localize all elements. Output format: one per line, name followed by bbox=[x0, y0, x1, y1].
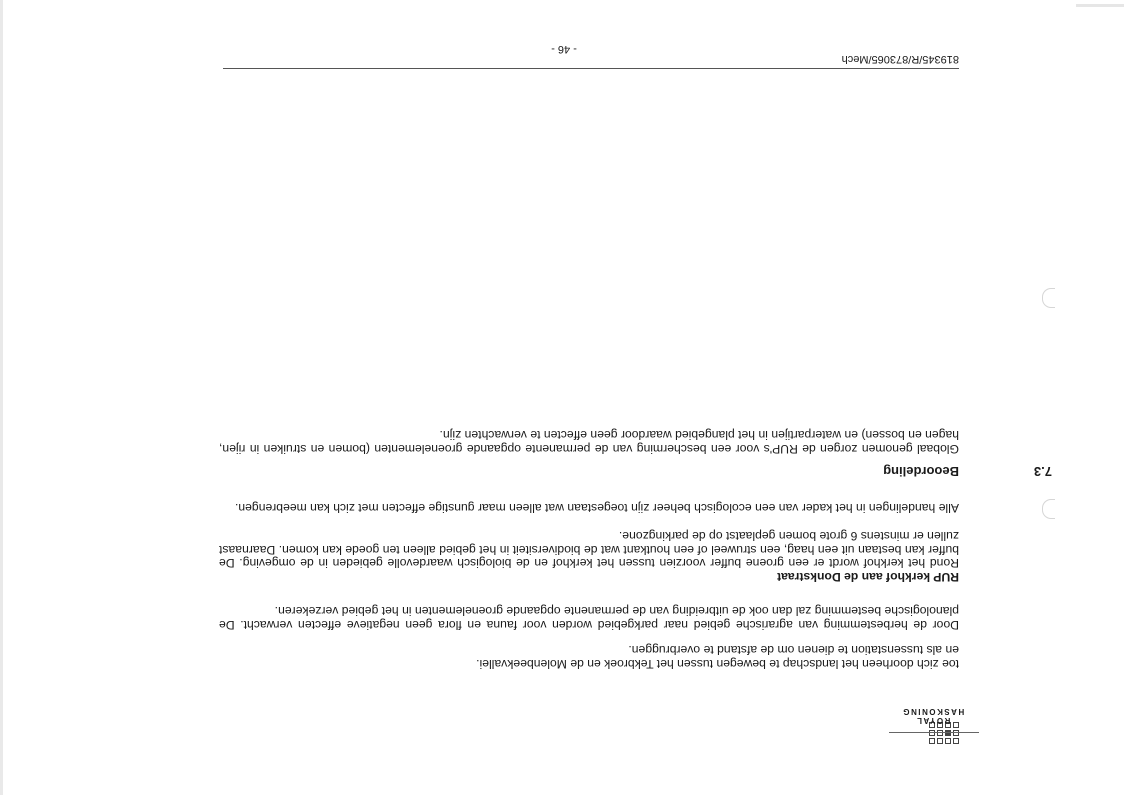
paragraph-text: Globaal genomen zorgen de RUP's voor een bescherming van de permanente opgaande groenelementen (bomen en struiken in rijen, hagen en bossen) en waterpartijen in het plangebied waardoor geen effecten te verwachten zijn. bbox=[219, 428, 959, 456]
rup-heading: RUP kerkhof aan de Donkstraat bbox=[777, 570, 959, 584]
page-number: - 46 - bbox=[551, 43, 577, 55]
logo-text: ROYAL HASKONING bbox=[901, 707, 965, 725]
section-number: 7.3 bbox=[1033, 464, 1052, 479]
paragraph-text: Rond het kerkhof wordt er een groene buffer voorzien tussen het kerkhof en de biologisch waardevolle gebieden in de omgeving. De buffer kan bestaan uit een haag, een struweel of een houtkant wat de biodiversiteit in het gebied alleen ten goede kan komen. Daarnaast zullen er minstens 6 grote bomen geplaatst op de parkingzone. bbox=[219, 529, 959, 571]
logo-mark-icon bbox=[929, 722, 959, 744]
scan-corner-mark bbox=[1076, 4, 1124, 7]
paragraph-globaal bbox=[219, 428, 959, 455]
paragraph-line: en als tussenstation te dienen om de afstand te overbruggen. bbox=[628, 643, 959, 658]
paragraph-line: toe zich doorheen het landschap te bewegen tussen het Tekbroek en de Molenbeekvallei. bbox=[476, 657, 959, 671]
royal-haskoning-logo bbox=[889, 707, 979, 744]
rup-kerkhof-block bbox=[219, 529, 959, 583]
footer-rule bbox=[223, 68, 959, 69]
paragraph-text: Alle handelingen in het kader van een ecologisch beheer zijn toegestaan wat alleen maar gunstige effecten met zich kan meebrengen. bbox=[234, 501, 959, 515]
paragraph-continuation bbox=[219, 643, 959, 670]
section-title: Beoordeling bbox=[883, 464, 959, 479]
scan-edge bbox=[0, 0, 3, 795]
punch-hole bbox=[1042, 499, 1055, 519]
logo-divider bbox=[889, 732, 979, 733]
paragraph-herbestemming bbox=[219, 604, 959, 631]
document-reference: 819345/R/873065/Mech bbox=[841, 53, 959, 65]
paragraph-text: Door de herbestemming van agrarische gebied naar parkgebied worden voor fauna en flora geen negatieve effecten verwacht. De planologische bestemming zal dan ook de uitbreiding van de permanente opgaande groenelementen in het gebied verzekeren. bbox=[219, 604, 959, 632]
paragraph-ecologisch-beheer bbox=[219, 500, 959, 514]
punch-hole bbox=[1042, 288, 1055, 308]
